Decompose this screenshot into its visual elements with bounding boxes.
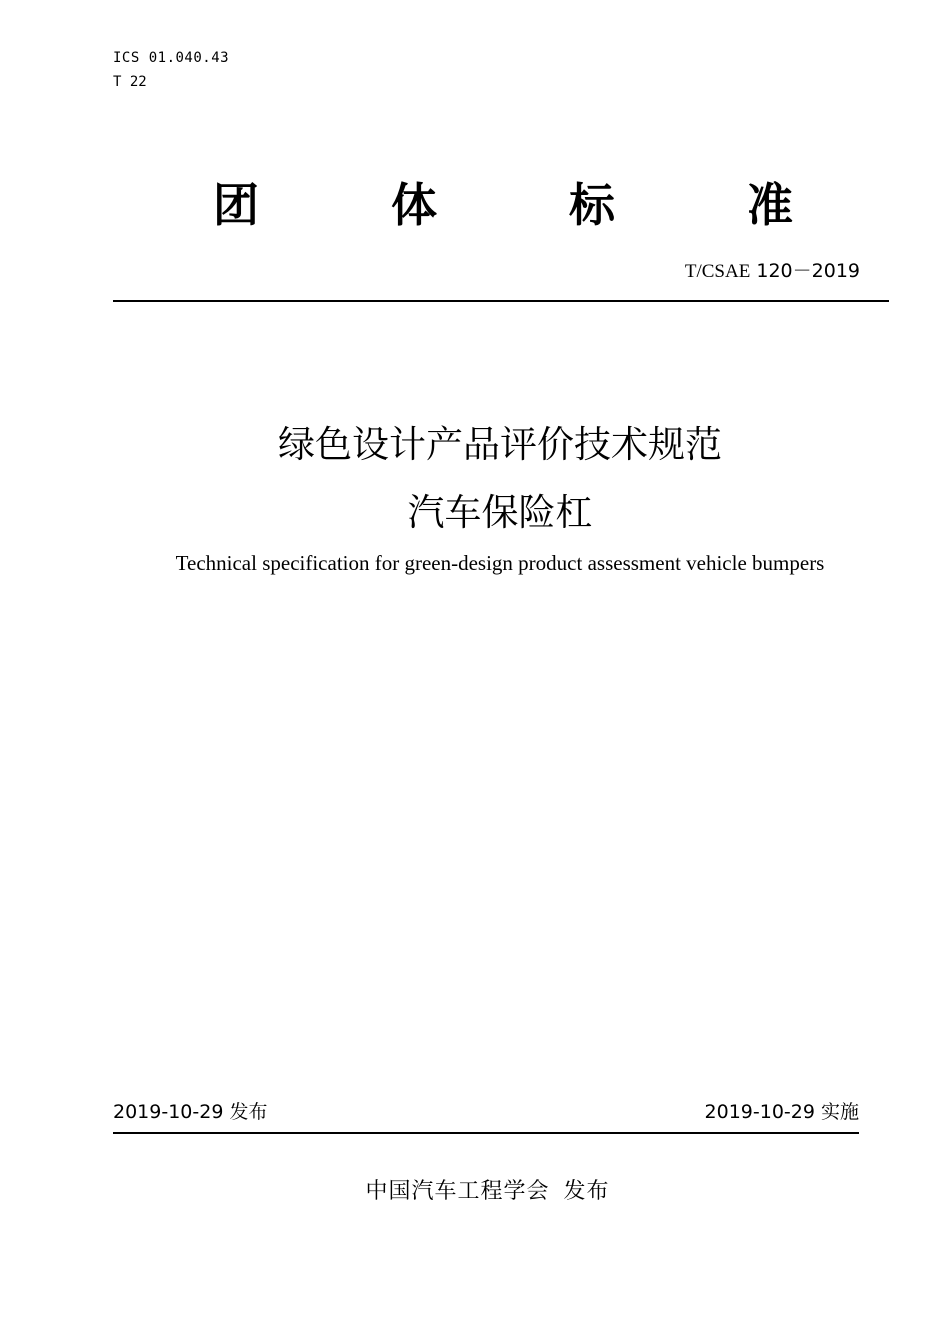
- standard-type-heading: [213, 178, 793, 232]
- publisher-action: 发布: [563, 1179, 610, 1204]
- ics-code: ICS 01.040.43: [113, 50, 230, 66]
- standard-type-char: 团: [213, 178, 259, 232]
- standard-number-value: 120－2019: [756, 260, 860, 282]
- standard-type-char: 准: [747, 178, 793, 232]
- header-divider: [113, 300, 889, 302]
- title-chinese-line2: 汽车保险杠: [407, 491, 593, 534]
- footer-divider: [113, 1132, 859, 1134]
- publish-date: 2019-10-29 发布: [113, 1101, 268, 1123]
- standard-number: [685, 259, 860, 284]
- publisher-name: 中国汽车工程学会: [365, 1179, 550, 1204]
- standard-number-prefix: T/CSAE: [684, 261, 751, 282]
- classification-code: T 22: [113, 74, 147, 90]
- standard-type-char: 体: [391, 178, 437, 232]
- title-english: Technical specification for green-design product assessment vehicle bumpers: [175, 551, 825, 575]
- title-chinese-line1: 绿色设计产品评价技术规范: [278, 423, 722, 466]
- publisher-line: [0, 1178, 950, 1206]
- implementation-date: 2019-10-29 实施: [704, 1101, 859, 1123]
- standard-type-char: 标: [569, 178, 615, 232]
